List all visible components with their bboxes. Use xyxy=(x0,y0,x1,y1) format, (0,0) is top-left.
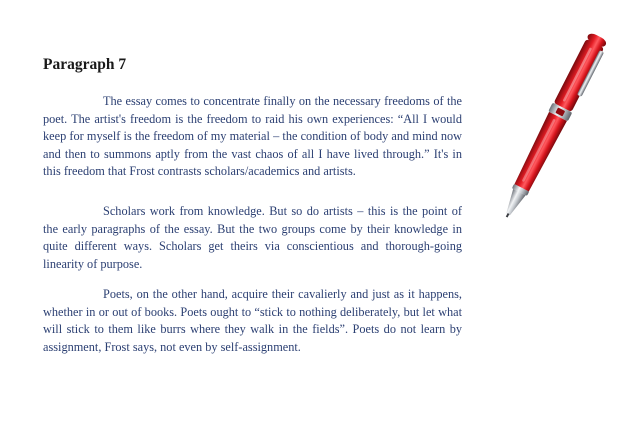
body-paragraph-2: Scholars work from knowledge. But so do artists – this is the point of the early paragraphs of the essay. But the two groups come by their knowledge in quite different ways. Scholars get theirs via conscientious and thorough-going linearity of purpose. xyxy=(43,204,462,271)
body-paragraph-1: The essay comes to concentrate finally on the necessary freedoms of the poet. The artist's freedom is the freedom to raid his own experiences: “All I would keep for myself is the freedom of my material – the condition of body and mind now and then to summons aptly from the vast chaos of all I have lived through.” It's in this freedom that Frost contrasts scholars/academics and artists. xyxy=(43,94,462,179)
paragraph-heading: Paragraph 7 xyxy=(43,56,127,73)
body-paragraph-3: Poets, on the other hand, acquire their cavalierly and just as it happens, whether in or out of books. Poets ought to “stick to nothing deliberately, but let what will stick to them like burrs where they walk in the fields”. Poets do not learn by assignment, Frost says, not even by self-assignment. xyxy=(43,287,462,354)
red-pen-icon xyxy=(470,16,620,254)
